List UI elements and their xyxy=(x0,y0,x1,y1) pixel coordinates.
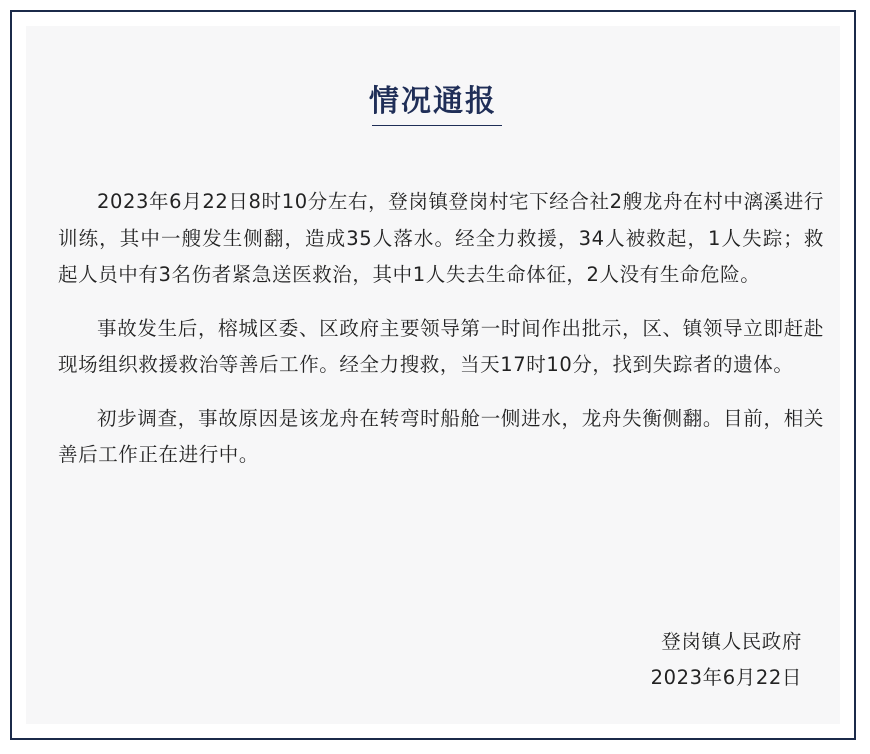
signature-block xyxy=(651,624,802,696)
paragraph-response: 事故发生后，榕城区委、区政府主要领导第一时间作出批示，区、镇领导立即赶赴现场组织救援救治等善后工作。经全力搜救，当天17时10分，找到失踪者的遗体。 xyxy=(58,316,824,376)
title-underline xyxy=(372,125,502,126)
document-panel xyxy=(26,26,840,724)
paragraph-investigation: 初步调查，事故原因是该龙舟在转弯时船舱一侧进水，龙舟失衡侧翻。目前，相关善后工作正在进行中。 xyxy=(58,406,824,466)
notice-body xyxy=(58,184,824,491)
notice-title: 情况通报 xyxy=(369,84,497,119)
issue-date: 2023年6月22日 xyxy=(650,666,802,689)
issuer-name: 登岗镇人民政府 xyxy=(661,630,802,653)
document-frame xyxy=(10,10,856,740)
paragraph-incident: 2023年6月22日8时10分左右，登岗镇登岗村宅下经合社2艘龙舟在村中漓溪进行训练，其中一艘发生侧翻，造成35人落水。经全力救援，34人被救起，1人失踪；救起人员中有3名伤者紧急送医救治，其中1人失去生命体征，2人没有生命危险。 xyxy=(58,190,824,286)
